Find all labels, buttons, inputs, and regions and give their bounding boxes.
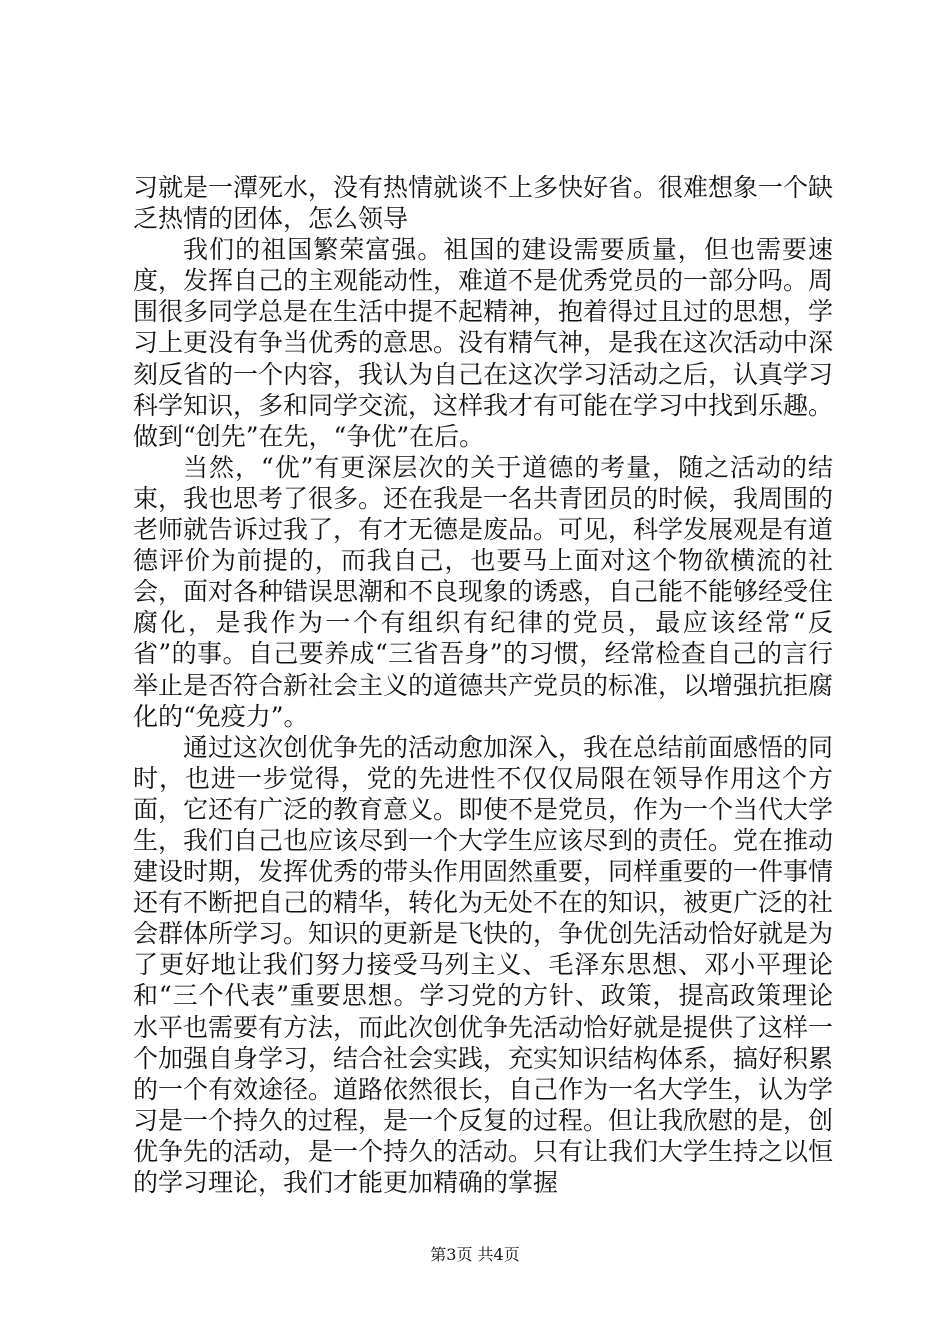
paragraph-1: 习就是一潭死水，没有热情就谈不上多快好省。很难想象一个缺乏热情的团体，怎么领导 bbox=[133, 173, 834, 234]
body-text bbox=[133, 172, 833, 1198]
paragraph-4: 通过这次创优争先的活动愈加深入，我在总结前面感悟的同时，也进一步觉得，党的先进性不仅仅局限在领导作用这个方面，它还有广泛的教育意义。即使不是党员，作为一个当代大学生，我们自己也应该尽到一个大学生应该尽到的责任。党在推动建设时期，发挥优秀的带头作用固然重要，同样重要的一件事情还有不断把自己的精华，转化为无处不在的知识，被更广泛的社会群体所学习。知识的更新是飞快的，争优创先活动恰好就是为了更好地让我们努力接受马列主义、毛泽东思想、邓小平理论和“三个代表”重要思想。学习党的方针、政策，提高政策理论水平也需要有方法，而此次创优争先活动恰好就是提供了这样一个加强自身学习，结合社会实践，充实知识结构体系，搞好积累的一个有效途径。道路依然很长，自己作为一名大学生，认为学习是一个持久的过程，是一个反复的过程。但让我欣慰的是，创优争先的活动，是一个持久的活动。只有让我们大学生持之以恒的学习理论，我们才能更加精确的掌握 bbox=[133, 732, 834, 1197]
page-footer: 第3页 共4页 bbox=[430, 1245, 520, 1264]
paragraph-2: 我们的祖国繁荣富强。祖国的建设需要质量，但也需要速度，发挥自己的主观能动性，难道不是优秀党员的一部分吗。周围很多同学总是在生活中提不起精神，抱着得过且过的思想，学习上更没有争当优秀的意思。没有精气神，是我在这次活动中深刻反省的一个内容，我认为自己在这次学习活动之后，认真学习科学知识，多和同学交流，这样我才有可能在学习中找到乐趣。做到“创先”在先，“争优”在后。 bbox=[133, 235, 834, 451]
paragraph-3: 当然，“优”有更深层次的关于道德的考量，随之活动的结束，我也思考了很多。还在我是一名共青团员的时候，我周围的老师就告诉过我了，有才无德是废品。可见，科学发展观是有道德评价为前提的，而我自己，也要马上面对这个物欲横流的社会，面对各种错误思潮和不良现象的诱惑，自己能不能够经受住腐化，是我作为一个有组织有纪律的党员，最应该经常“反省”的事。自己要养成“三省吾身”的习惯，经常检查自己的言行举止是否符合新社会主义的道德共产党员的标准，以增强抗拒腐化的“免疫力”。 bbox=[133, 452, 834, 731]
